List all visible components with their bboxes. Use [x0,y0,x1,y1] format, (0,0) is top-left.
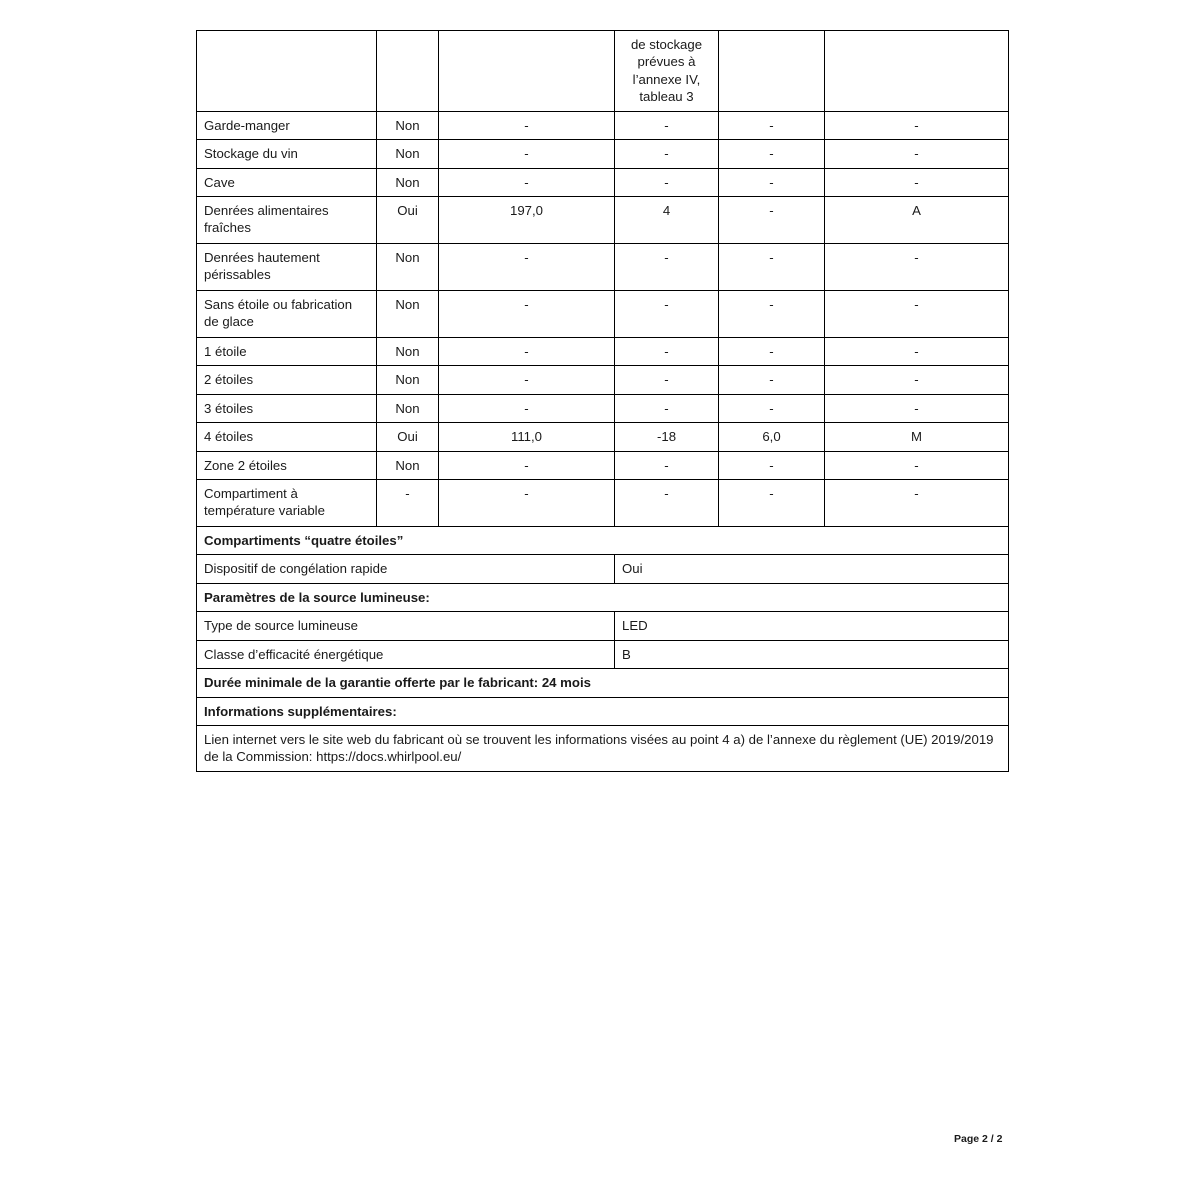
table-row [197,480,1009,527]
row-value-volume: 111,0 [439,423,615,451]
row-value-class: A [825,196,1009,243]
light-type-value: LED [615,612,1009,640]
row-label: 3 étoiles [197,394,377,422]
row-value-present: Oui [377,196,439,243]
table-row [197,451,1009,479]
row-value-freezing-capacity: - [719,196,825,243]
row-value-volume: 197,0 [439,196,615,243]
table-row [197,196,1009,243]
row-value-freezing-capacity: - [719,451,825,479]
page-number: Page 2 / 2 [954,1133,1003,1145]
manufacturer-link-note: Lien internet vers le site web du fabricant où se trouvent les informations visées au point 4 a) de l’annexe du règlement (UE) 2019/2019 de la Commission: https://docs.whirlpool.eu/ [197,726,1009,772]
table-row-light-type [197,612,1009,640]
row-value-present: Non [377,366,439,394]
table-row [197,168,1009,196]
table-row [197,290,1009,337]
row-label: 1 étoile [197,337,377,365]
row-value-freezing-capacity: - [719,337,825,365]
row-value-temperature: - [615,168,719,196]
row-label: Garde-manger [197,111,377,139]
row-value-present: Non [377,290,439,337]
product-specification-table [196,30,1009,772]
light-type-label: Type de source lumineuse [197,612,615,640]
row-value-temperature: - [615,366,719,394]
row-value-volume: - [439,243,615,290]
table-row [197,423,1009,451]
table-row [197,111,1009,139]
row-value-present: Non [377,168,439,196]
row-value-temperature: - [615,140,719,168]
header-cell-blank-3 [439,31,615,112]
table-row [197,140,1009,168]
row-value-temperature: - [615,480,719,527]
table-row [197,243,1009,290]
row-value-present: Non [377,243,439,290]
row-value-freezing-capacity: - [719,366,825,394]
row-value-freezing-capacity: - [719,140,825,168]
row-value-present: - [377,480,439,527]
row-value-freezing-capacity: - [719,111,825,139]
table-row-note [197,726,1009,772]
row-value-class: M [825,423,1009,451]
row-value-present: Non [377,451,439,479]
row-value-volume: - [439,337,615,365]
row-value-volume: - [439,111,615,139]
row-value-present: Non [377,111,439,139]
header-cell-blank-4 [719,31,825,112]
table-row-light-class [197,640,1009,668]
light-class-value: B [615,640,1009,668]
fast-freeze-label: Dispositif de congélation rapide [197,555,615,583]
light-class-label: Classe d’efficacité énergétique [197,640,615,668]
row-value-volume: - [439,480,615,527]
row-value-temperature: - [615,290,719,337]
row-value-class: - [825,337,1009,365]
row-value-class: - [825,366,1009,394]
section-row-additional-info [197,697,1009,725]
row-value-volume: - [439,140,615,168]
row-value-class: - [825,394,1009,422]
row-value-class: - [825,168,1009,196]
warranty-text: Durée minimale de la garantie offerte par le fabricant: 24 mois [197,669,1009,697]
row-value-temperature: - [615,451,719,479]
row-value-class: - [825,451,1009,479]
row-value-volume: - [439,366,615,394]
row-value-temperature: - [615,394,719,422]
header-cell-blank-2 [377,31,439,112]
section-row-four-stars [197,527,1009,555]
row-label: Compartiment à température variable [197,480,377,527]
row-value-temperature: 4 [615,196,719,243]
row-value-present: Non [377,140,439,168]
row-value-volume: - [439,290,615,337]
row-value-present: Non [377,337,439,365]
row-value-freezing-capacity: - [719,243,825,290]
table-row [197,366,1009,394]
row-label: 2 étoiles [197,366,377,394]
row-value-temperature: - [615,111,719,139]
section-title-light-source: Paramètres de la source lumineuse: [197,583,1009,611]
row-value-freezing-capacity: - [719,394,825,422]
row-label: Zone 2 étoiles [197,451,377,479]
row-value-volume: - [439,168,615,196]
header-cell-storage-conditions: de stockage prévues à l’annexe IV, tableau 3 [615,31,719,112]
row-value-freezing-capacity: 6,0 [719,423,825,451]
table-row [197,394,1009,422]
row-value-volume: - [439,451,615,479]
row-value-temperature: -18 [615,423,719,451]
section-title-additional-info: Informations supplémentaires: [197,697,1009,725]
row-value-temperature: - [615,337,719,365]
row-value-temperature: - [615,243,719,290]
header-cell-blank-1 [197,31,377,112]
row-value-present: Oui [377,423,439,451]
row-value-class: - [825,243,1009,290]
table-row-warranty [197,669,1009,697]
section-title-four-stars: Compartiments “quatre étoiles” [197,527,1009,555]
row-label: Denrées hautement périssables [197,243,377,290]
row-value-class: - [825,111,1009,139]
row-value-freezing-capacity: - [719,168,825,196]
row-value-volume: - [439,394,615,422]
row-value-freezing-capacity: - [719,480,825,527]
row-label: 4 étoiles [197,423,377,451]
table-header-row [197,31,1009,112]
table-row-fast-freeze [197,555,1009,583]
row-value-class: - [825,290,1009,337]
row-value-present: Non [377,394,439,422]
row-label: Sans étoile ou fabrication de glace [197,290,377,337]
section-row-light-source [197,583,1009,611]
row-value-class: - [825,140,1009,168]
row-label: Cave [197,168,377,196]
header-cell-blank-5 [825,31,1009,112]
fast-freeze-value: Oui [615,555,1009,583]
row-label: Denrées alimentaires fraîches [197,196,377,243]
row-value-freezing-capacity: - [719,290,825,337]
row-value-class: - [825,480,1009,527]
row-label: Stockage du vin [197,140,377,168]
table-row [197,337,1009,365]
